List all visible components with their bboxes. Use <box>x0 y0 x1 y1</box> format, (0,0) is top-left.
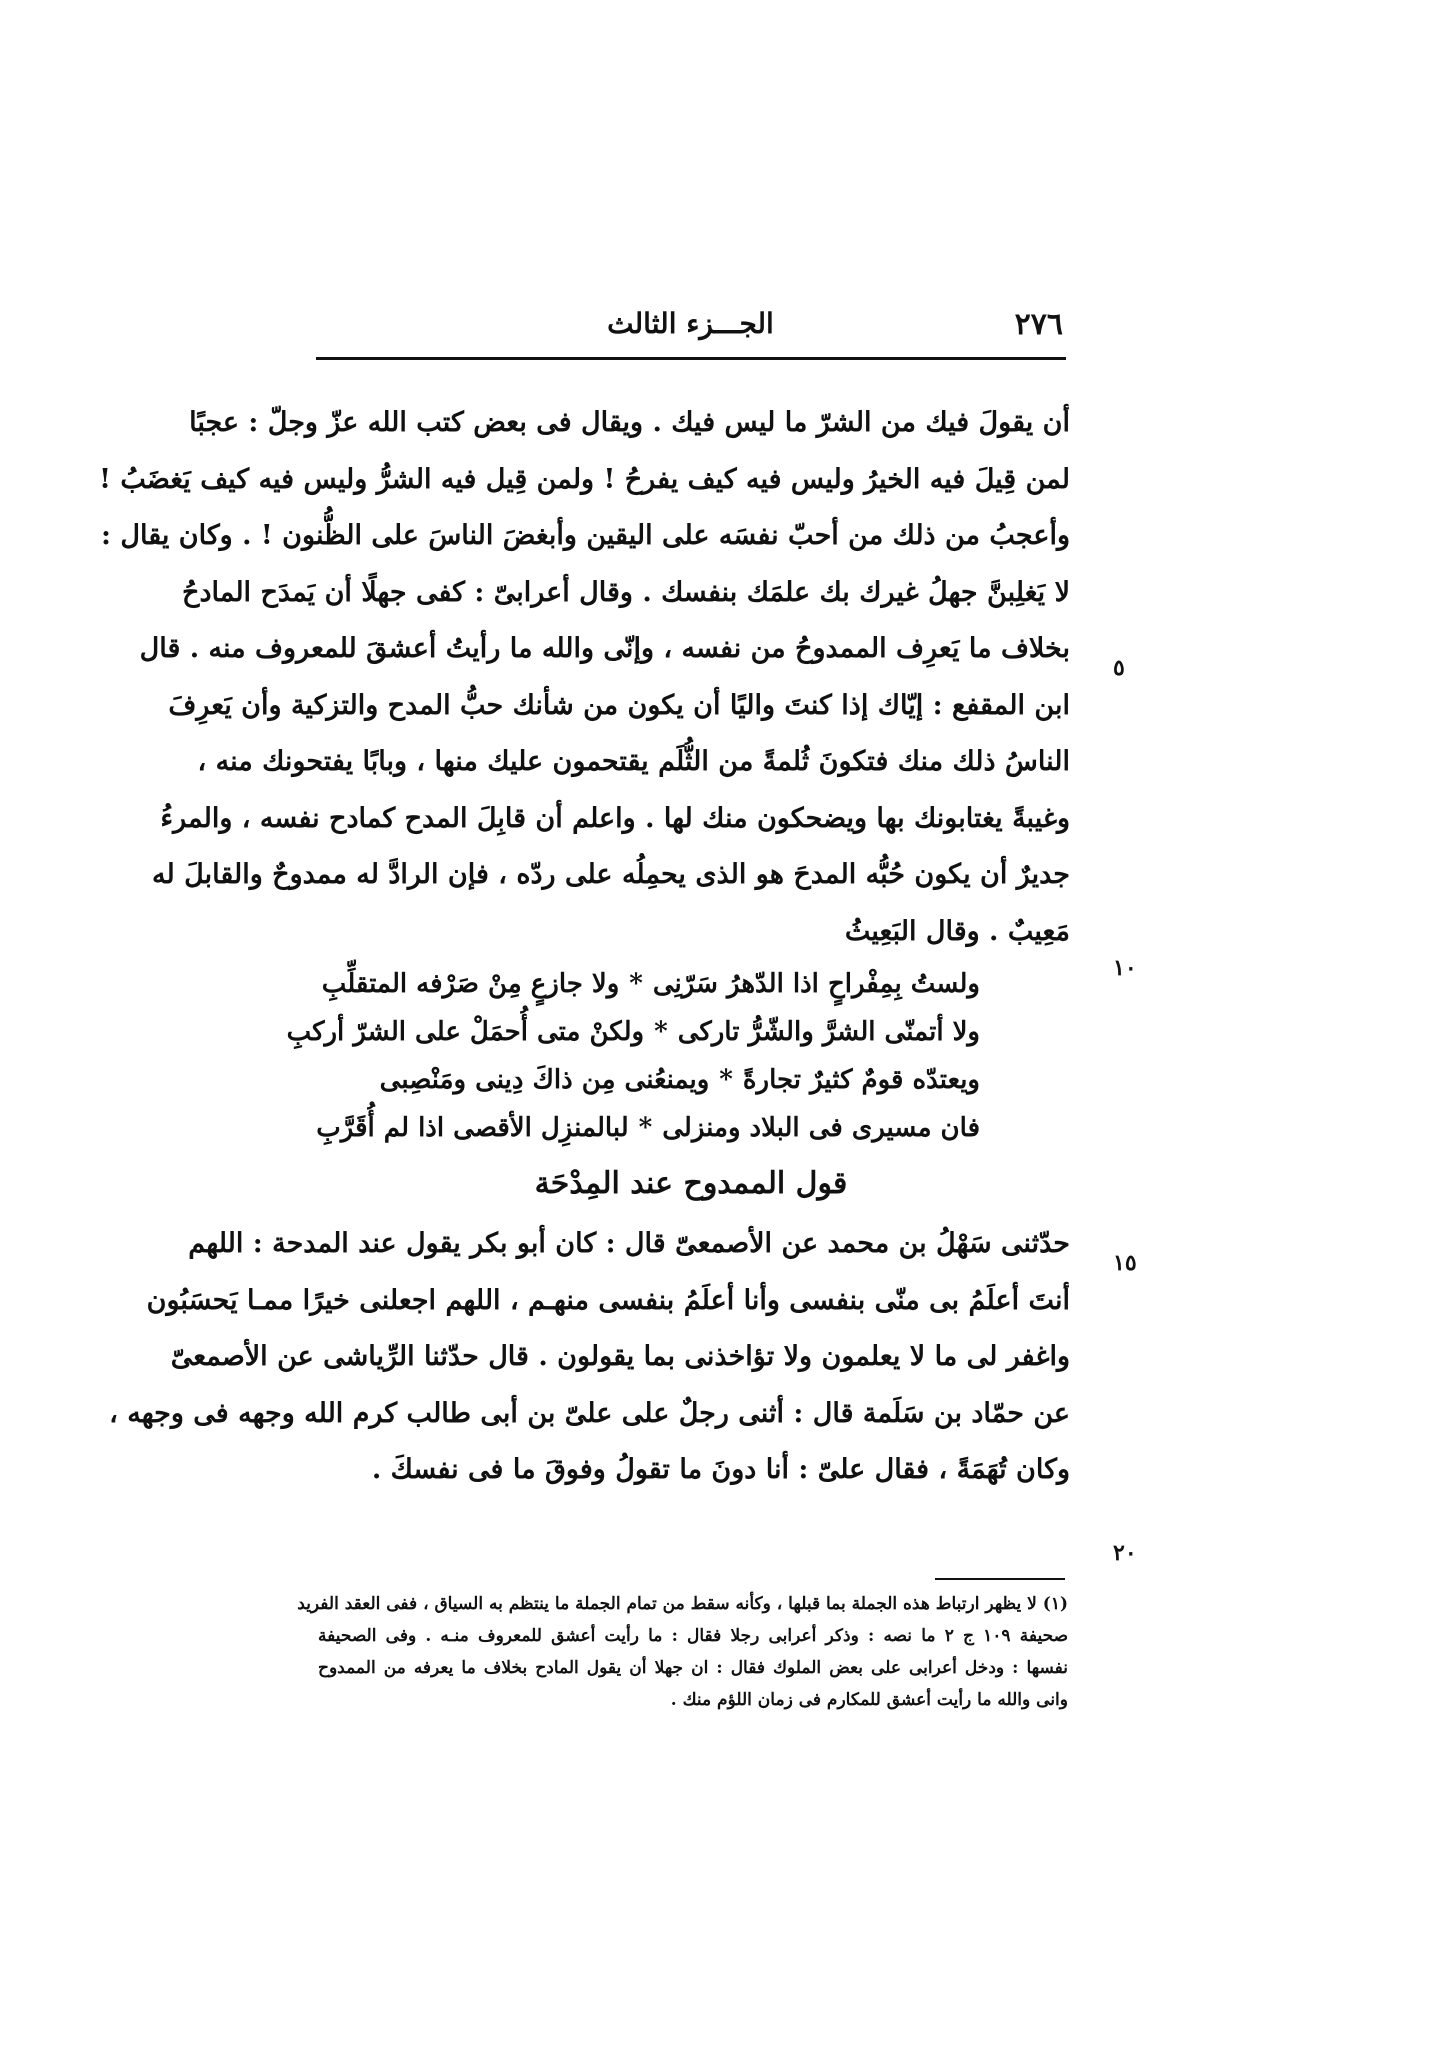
text-line: جديرٌ أن يكون حُبُّه المدحَ هو الذى يحمِلُه على ردّه ، فإن الرادَّ له ممدوحٌ والقابلَ له <box>152 859 1070 890</box>
line-number-marker: ٢٠ <box>1113 1540 1137 1566</box>
line-number-marker: ١٠ <box>1113 955 1137 981</box>
verse-line <box>312 1056 1070 1104</box>
line-number-marker: ٥ <box>1113 655 1125 681</box>
text-line: الناسُ ذلك منك فتكونَ ثُلمةً من الثُّلَم يقتحمون عليك منها ، وبابًا يفتحونك منه ، <box>197 746 1070 777</box>
verse-second-hemistich: ويمنعُنى مِن ذاكَ دِينى ومَنْصِبى <box>379 1065 710 1095</box>
verse-separator: * <box>638 1113 653 1143</box>
section-heading: قول الممدوح عند المِدْحَة <box>534 1166 848 1201</box>
text-line: مَعِيبٌ . وقال البَعِيثُ <box>844 915 1070 947</box>
verse-first-hemistich: ولستُ بِمِفْراحٍ اذا الدّهرُ سَرّنِى <box>652 969 980 999</box>
verse-first-hemistich: ولا أتمنّى الشرَّ والشّرُّ تاركى <box>677 1017 980 1047</box>
footnote-rule <box>935 1578 1065 1580</box>
page-header <box>318 305 1063 353</box>
verse-second-hemistich: ولكنْ متى أُحمَلْ على الشرّ أركبِ <box>286 1017 645 1047</box>
line-number-marker: ١٥ <box>1113 1250 1137 1276</box>
main-text <box>99 395 1070 1499</box>
verse-line <box>286 1008 1070 1056</box>
verse-separator: * <box>629 969 643 999</box>
text-line: لا يَغلِبنَّ جهلُ غيرك بك علمَك بنفسك . وقال أعرابىّ : كفى جهلًا أن يَمدَح المادحُ <box>182 576 1070 608</box>
footnote-line: نفسها : ودخل أعرابى على بعض الملوك فقال : ان جهلا أن يقول المادح بخلاف ما يعرفه من الممدوح <box>318 1658 1068 1678</box>
header-rule <box>316 357 1066 360</box>
text-line: بخلاف ما يَعرِف الممدوحُ من نفسه ، وإنّى والله ما رأيتُ أعشقَ للمعروف منه . قال <box>139 633 1070 664</box>
page-number: ٢٧٦ <box>1014 307 1063 342</box>
verse-line <box>312 1104 1070 1152</box>
verse-separator: * <box>654 1017 668 1047</box>
footnote-line: (١) لا يظهر ارتباط هذه الجملة بما قبلها ، وكأنه سقط من تمام الجملة ما ينتظم به السياق ، ففى العقد الفريد <box>297 1594 1068 1614</box>
text-line: وأعجبُ من ذلك من أحبّ نفسَه على اليقين وأبغضَ الناسَ على الظُّنون ! . وكان يقال : <box>100 520 1070 551</box>
footnote-line: صحيفة ١٠٩ ج ٢ ما نصه : وذكر أعرابى رجلا فقال : ما رأيت أعشق للمعروف منـه . وفى الصحيفة <box>318 1626 1069 1646</box>
text-line: حدّثنى سَهْلُ بن محمد عن الأصمعىّ قال : كان أبو بكر يقول عند المدحة : اللهم <box>188 1228 1070 1259</box>
verse-first-hemistich: فان مسيرى فى البلاد ومنزلى <box>662 1113 980 1143</box>
text-line: عن حمّاد بن سَلَمة قال : أثنى رجلٌ على علىّ بن أبى طالب كرم الله وجهه فى وجهه ، <box>109 1397 1070 1429</box>
verse-line <box>312 960 1070 1008</box>
verse-separator: * <box>719 1065 733 1095</box>
text-line: وغيبةً يغتابونك بها ويضحكون منك لها . واعلم أن قابِلَ المدح كمادح نفسه ، والمرءُ <box>160 802 1070 834</box>
running-head: الجـــزء الثالث <box>607 307 774 340</box>
text-line: أنتَ أعلَمُ بى منّى بنفسى وأنا أعلَمُ بنفسى منهـم ، اللهم اجعلنى خيرًا ممـا يَحسَبُون <box>146 1284 1070 1316</box>
text-line: لمن قِيلَ فيه الخيرُ وليس فيه كيف يفرحُ ! ولمن قِيل فيه الشرُّ وليس فيه كيف يَغضَبُ ! <box>99 463 1070 495</box>
footnotes <box>297 1588 1069 1716</box>
verse-second-hemistich: لبالمنزِل الأقصى اذا لم أُقَرَّبِ <box>316 1113 629 1143</box>
verse-second-hemistich: ولا جازعٍ مِنْ صَرْفه المتقلِّبِ <box>321 969 620 999</box>
verse-first-hemistich: ويعتدّه قومٌ كثيرٌ تجارةً <box>742 1065 980 1095</box>
text-line: وكان تُهَمَةً ، فقال علىّ : أنا دونَ ما تقولُ وفوقَ ما فى نفسكَ . <box>371 1454 1070 1485</box>
footnote-line: وانى والله ما رأيت أعشق للمكارم فى زمان اللؤم منك . <box>670 1690 1068 1710</box>
text-line: واغفر لى ما لا يعلمون ولا تؤاخذنى بما يقولون . قال حدّثنا الرِّياشى عن الأصمعىّ <box>170 1341 1070 1372</box>
text-line: أن يقولَ فيك من الشرّ ما ليس فيك . ويقال فى بعض كتب الله عزّ وجلّ : عجبًا <box>189 407 1070 438</box>
text-line: ابن المقفع : إيّاك إذا كنتَ واليًا أن يكون من شأنك حبُّ المدح والتزكية وأن يَعرِفَ <box>168 689 1070 721</box>
